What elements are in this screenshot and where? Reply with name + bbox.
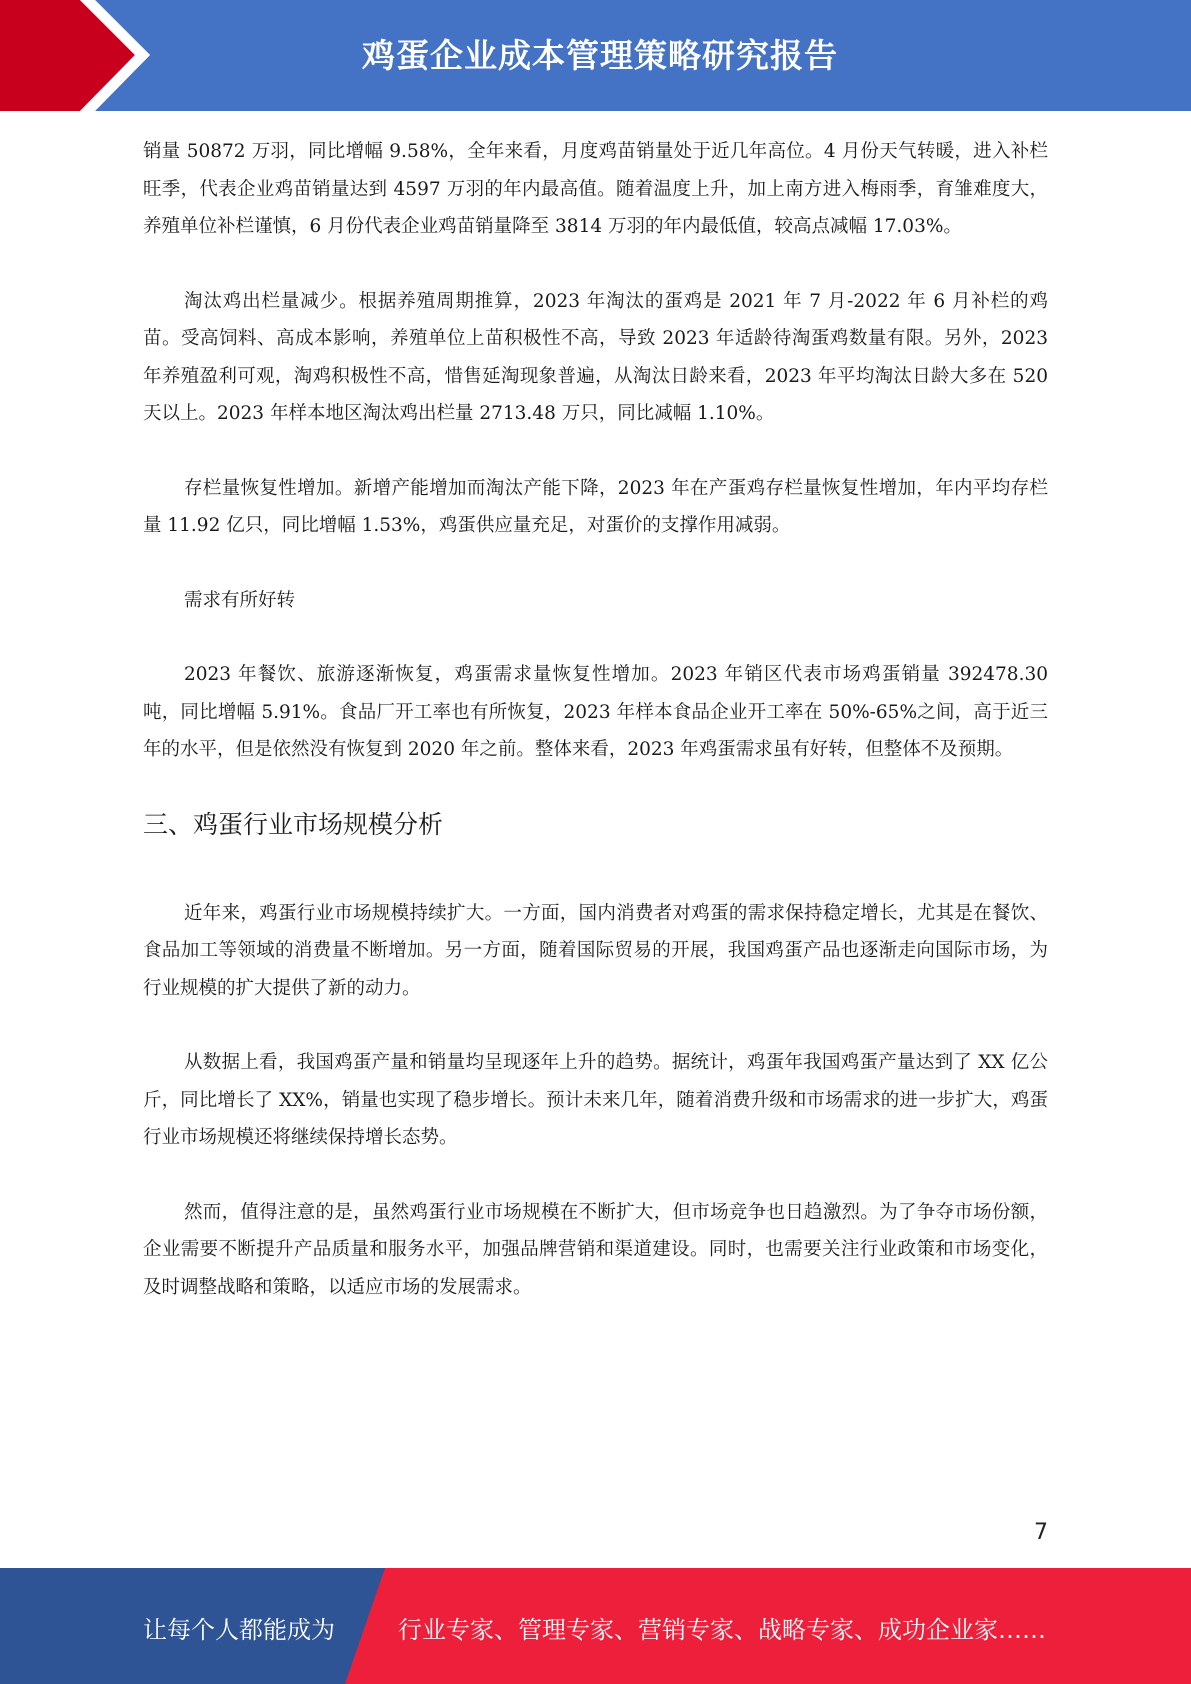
paragraph-market-competition: 然而，值得注意的是，虽然鸡蛋行业市场规模在不断扩大，但市场竞争也日趋激烈。为了争夺市场份额，企业需要不断提升产品质量和服务水平，加强品牌营销和渠道建设。同时，也需要关注行业政策和市场变化，及时调整战略和策略，以适应市场的发展需求。 — [143, 1201, 1048, 1298]
footer-slogan-left: 让每个人都能成为 — [143, 1616, 335, 1644]
paragraph-market-growth: 近年来，鸡蛋行业市场规模持续扩大。一方面，国内消费者对鸡蛋的需求保持稳定增长，尤其是在餐饮、食品加工等领域的消费量不断增加。另一方面，随着国际贸易的开展，我国鸡蛋产品也逐渐走向国际市场，为行业规模的扩大提供了新的动力。 — [143, 902, 1048, 999]
paragraph-demand: 2023 年餐饮、旅游逐渐恢复，鸡蛋需求量恢复性增加。2023 年销区代表市场鸡蛋销量 392478.30 吨，同比增幅 5.91%。食品厂开工率也有所恢复，2023 年样本食品企业开工率在 50%-65%之间，高于近三年的水平，但是依然没有恢复到 2020 年之前。整体来看，2023 年鸡蛋需求虽有好转，但整体不及预期。 — [143, 664, 1048, 760]
section-heading-market-size: 三、鸡蛋行业市场规模分析 — [143, 809, 444, 839]
document-title: 鸡蛋企业成本管理策略研究报告 — [362, 36, 838, 75]
page-body — [143, 133, 1048, 1306]
footer-slogan-right: 行业专家、管理专家、营销专家、战略专家、成功企业家…… — [398, 1616, 1046, 1644]
paragraph-culled-hens: 淘汰鸡出栏量减少。根据养殖周期推算，2023 年淘汰的蛋鸡是 2021 年 7 月-2022 年 6 月补栏的鸡苗。受高饲料、高成本影响，养殖单位上苗积极性不高，导致 2023 年适龄待淘蛋鸡数量有限。另外，2023 年养殖盈利可观，淘鸡积极性不高，惜售延淘现象普遍，从淘汰日龄来看，2023 年平均淘汰日龄大多在 520 天以上。2023 年样本地区淘汰鸡出栏量 2713.48 万只，同比减幅 1.10%。 — [143, 290, 1048, 424]
page-number: 7 — [1034, 1520, 1048, 1545]
paragraph-inventory: 存栏量恢复性增加。新增产能增加而淘汰产能下降，2023 年在产蛋鸡存栏量恢复性增加，年内平均存栏量 11.92 亿只，同比增幅 1.53%，鸡蛋供应量充足，对蛋价的支撑作用减弱。 — [143, 477, 1048, 536]
paragraph-market-data: 从数据上看，我国鸡蛋产量和销量均呈现逐年上升的趋势。据统计，鸡蛋年我国鸡蛋产量达到了 XX 亿公斤，同比增长了 XX%，销量也实现了稳步增长。预计未来几年，随着消费升级和市场需求的进一步扩大，鸡蛋行业市场规模还将继续保持增长态势。 — [143, 1052, 1048, 1148]
page-footer — [0, 1568, 1191, 1684]
paragraph-chick-sales: 销量 50872 万羽，同比增幅 9.58%，全年来看，月度鸡苗销量处于近几年高位。4 月份天气转暖，进入补栏旺季，代表企业鸡苗销量达到 4597 万羽的年内最高值。随着温度上升，加上南方进入梅雨季，育雏难度大，养殖单位补栏谨慎，6 月份代表企业鸡苗销量降至 3814 万羽的年内最低值，较高点减幅 17.03%。 — [143, 141, 1048, 237]
paragraph-demand-subheading: 需求有所好转 — [184, 589, 296, 611]
page-header — [0, 0, 1191, 111]
